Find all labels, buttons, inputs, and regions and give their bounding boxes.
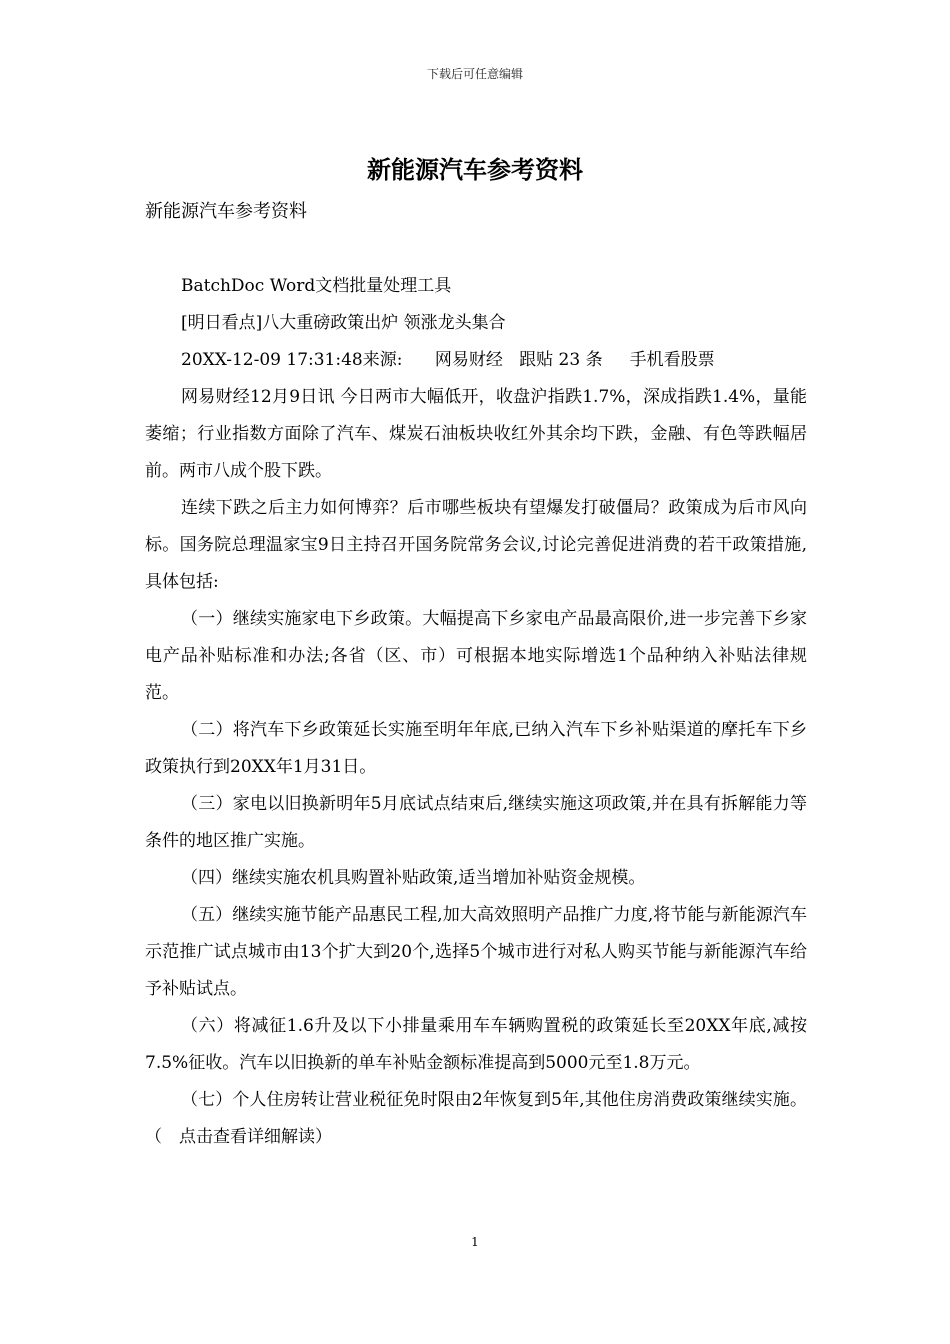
- page-header-note: 下载后可任意编辑: [426, 67, 523, 81]
- paragraph: （七）个人住房转让营业税征免时限由2年恢复到5年,其他住房消费政策继续实施。（ 点击查看详细解读）: [145, 1090, 807, 1147]
- paragraph: 网易财经12月9日讯 今日两市大幅低开，收盘沪指跌1.7%，深成指跌1.4%，量能萎缩；行业指数方面除了汽车、煤炭石油板块收红外其余均下跌，金融、有色等跌幅居前。两市八成个股下跌。: [145, 387, 807, 481]
- paragraph: （二）将汽车下乡政策延长实施至明年年底,已纳入汽车下乡补贴渠道的摩托车下乡政策执行到20XX年1月31日。: [145, 720, 807, 777]
- source-name: 网易财经: [434, 350, 503, 370]
- mobile-stocks-link[interactable]: 手机看股票: [629, 350, 715, 370]
- page-number: 1: [471, 1235, 479, 1249]
- article-headline: [明日看点]八大重磅政策出炉 领涨龙头集合: [181, 313, 506, 333]
- paragraph: （五）继续实施节能产品惠民工程,加大高效照明产品推广力度,将节能与新能源汽车示范推广试点城市由13个扩大到20个,选择5个城市进行对私人购买节能与新能源汽车给予补贴试点。: [145, 905, 807, 999]
- paragraph: （一）继续实施家电下乡政策。大幅提高下乡家电产品最高限价,进一步完善下乡家电产品补贴标准和办法;各省（区、市）可根据本地实际增选1个品种纳入补贴法律规范。: [145, 609, 807, 703]
- document-body: [145, 268, 807, 1156]
- paragraph: 连续下跌之后主力如何博弈？后市哪些板块有望爆发打破僵局？政策成为后市风向标。国务院总理温家宝9日主持召开国务院常务会议,讨论完善促进消费的若干政策措施,具体包括:: [145, 498, 807, 592]
- document-subtitle: 新能源汽车参考资料: [145, 201, 307, 222]
- reply-count: 跟贴 23 条: [519, 350, 603, 370]
- paragraph: （四）继续实施农机具购置补贴政策,适当增加补贴资金规模。: [181, 868, 646, 888]
- source-label: 来源:: [362, 350, 403, 370]
- paragraph: （三）家电以旧换新明年5月底试点结束后,继续实施这项政策,并在具有拆解能力等条件的地区推广实施。: [145, 794, 807, 851]
- paragraph: （六）将减征1.6升及以下小排量乘用车车辆购置税的政策延长至20XX年底,减按7.5%征收。汽车以旧换新的单车补贴金额标准提高到5000元至1.8万元。: [145, 1016, 807, 1073]
- article-datetime: 20XX-12-09 17:31:48: [181, 350, 363, 370]
- document-title: 新能源汽车参考资料: [367, 155, 583, 184]
- article-meta: [145, 342, 807, 379]
- tool-line: BatchDoc Word文档批量处理工具: [181, 276, 452, 296]
